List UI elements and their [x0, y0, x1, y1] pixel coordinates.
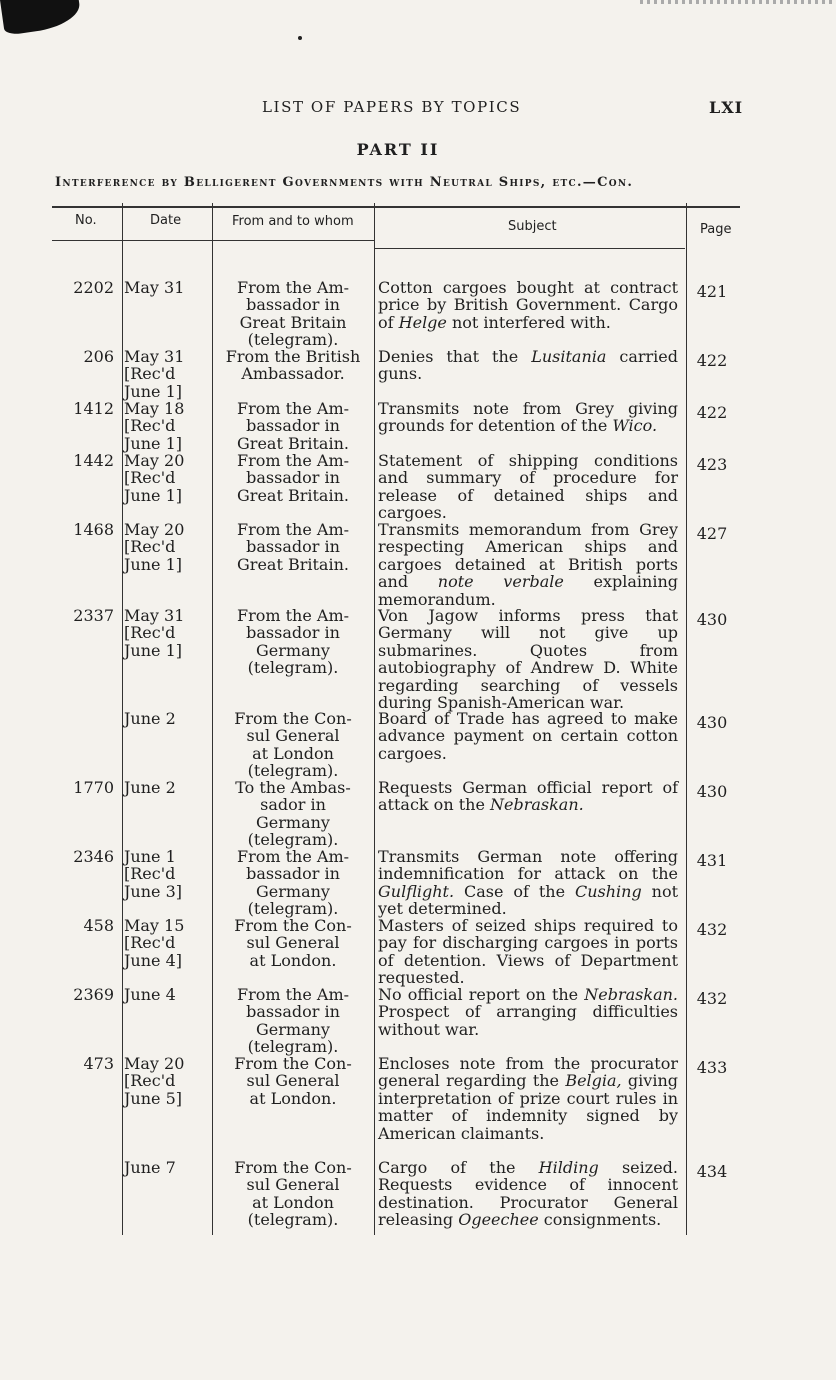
- doc-page: 430: [696, 713, 728, 732]
- doc-subject: Transmits German note offering indemnification for attack on the Gulflight. Case of the Cushing not yet determined.: [378, 847, 679, 919]
- running-head-title: LIST OF PAPERS BY TOPICS: [262, 98, 522, 116]
- doc-subject: Denies that the Lusitania carried guns.: [378, 347, 678, 384]
- scan-edge: [640, 0, 836, 4]
- doc-subject: Requests German official report of attack on the Nebraskan.: [378, 778, 678, 815]
- doc-subject: No official report on the Nebraskan. Prospect of arranging difficulties without war.: [378, 985, 678, 1039]
- doc-number: 2202: [73, 278, 114, 297]
- doc-page: 422: [696, 403, 728, 422]
- doc-from: To the Ambas- sador in Germany (telegram).: [235, 778, 351, 850]
- doc-subject: Masters of seized ships required to pay for discharging cargoes in ports of detention. Views of Department requested.: [378, 916, 678, 988]
- doc-page: 427: [696, 524, 728, 543]
- doc-from: From the Am- bassador in Great Britain.: [236, 451, 350, 505]
- doc-number: 2369: [73, 985, 114, 1004]
- doc-date: May 20 [Rec'd June 1]: [124, 451, 185, 505]
- doc-number: 1468: [73, 520, 114, 539]
- doc-date: May 20 [Rec'd June 1]: [124, 520, 185, 574]
- doc-page: 432: [696, 920, 728, 939]
- column-divider-3: [374, 203, 375, 1235]
- doc-page: 422: [696, 351, 728, 370]
- doc-from: From the Am- bassador in Great Britain.: [236, 399, 350, 453]
- col-header-subject: Subject: [508, 219, 557, 234]
- doc-number: 458: [83, 916, 114, 935]
- doc-date: May 20 [Rec'd June 5]: [124, 1054, 185, 1108]
- doc-number: 1412: [73, 399, 114, 418]
- doc-page: 421: [696, 282, 728, 301]
- doc-from: From the Am- bassador in Germany (telegram).: [236, 985, 350, 1057]
- doc-subject: Board of Trade has agreed to make advance payment on certain cotton cargoes.: [378, 709, 678, 763]
- doc-subject: Transmits note from Grey giving grounds for detention of the Wico.: [378, 399, 678, 436]
- col-header-page: Page: [700, 222, 732, 237]
- col-header-from: From and to whom: [232, 214, 354, 229]
- doc-page: 431: [696, 851, 728, 870]
- part-title: PART II: [356, 140, 440, 159]
- doc-date: May 31 [Rec'd June 1]: [124, 347, 185, 401]
- doc-date: June 1 [Rec'd June 3]: [124, 847, 182, 901]
- doc-date: May 15 [Rec'd June 4]: [124, 916, 185, 970]
- doc-page: 430: [696, 610, 728, 629]
- doc-from: From the Am- bassador in Great Britain (telegram).: [236, 278, 350, 350]
- doc-page: 434: [696, 1162, 728, 1181]
- doc-subject: Von Jagow informs press that Germany will not give up submarines. Quotes from autobiography of Andrew D. White regarding searching of vessels during Spanish-American war.: [378, 606, 678, 713]
- doc-number: 2346: [73, 847, 114, 866]
- section-heading: Interference by Belligerent Governments with Neutral Ships, etc.—Con.: [55, 175, 634, 190]
- doc-subject: Cargo of the Hilding seized. Requests evidence of innocent destination. Procurator General releasing Ogeechee consignments.: [378, 1158, 678, 1230]
- doc-subject: Cotton cargoes bought at contract price by British Government. Cargo of Helge not interfered with.: [378, 278, 678, 332]
- header-rule-left: [52, 240, 375, 241]
- doc-number: 1442: [73, 451, 114, 470]
- doc-page: 430: [696, 782, 728, 801]
- doc-from: From the Con- sul General at London.: [234, 916, 352, 970]
- doc-number: 206: [83, 347, 114, 366]
- doc-from: From the Con- sul General at London (telegram).: [234, 1158, 352, 1230]
- doc-page: 432: [696, 989, 728, 1008]
- doc-number: 473: [83, 1054, 114, 1073]
- header-rule-subject: [375, 248, 685, 249]
- doc-subject: Transmits memorandum from Grey respecting American ships and cargoes detained at British ports and note verbale explaining memorandum.: [378, 520, 679, 609]
- doc-subject: Encloses note from the procurator general regarding the Belgia, giving interpretation of prize court rules in matter of indemnity signed by American claimants.: [378, 1054, 678, 1143]
- col-header-date: Date: [150, 213, 182, 228]
- doc-page: 433: [696, 1058, 728, 1077]
- doc-date: May 31: [124, 278, 185, 297]
- doc-date: June 4: [124, 985, 176, 1004]
- col-header-no: No.: [75, 213, 97, 228]
- doc-date: June 2: [124, 709, 176, 728]
- doc-subject: Statement of shipping conditions and summary of procedure for release of detained ships and cargoes.: [378, 451, 678, 523]
- doc-from: From the British Ambassador.: [225, 347, 361, 384]
- doc-from: From the Con- sul General at London (telegram).: [234, 709, 352, 781]
- doc-from: From the Am- bassador in Germany (telegram).: [236, 606, 350, 678]
- doc-from: From the Am- bassador in Germany (telegram).: [236, 847, 350, 919]
- doc-from: From the Am- bassador in Great Britain.: [236, 520, 350, 574]
- doc-date: May 18 [Rec'd June 1]: [124, 399, 185, 453]
- page-number: LXI: [709, 98, 744, 117]
- running-head: [0, 96, 836, 120]
- doc-number: 1770: [73, 778, 114, 797]
- doc-from: From the Con- sul General at London.: [234, 1054, 352, 1108]
- doc-date: June 2: [124, 778, 176, 797]
- doc-date: June 7: [124, 1158, 176, 1177]
- ink-blot: [0, 0, 82, 36]
- doc-date: May 31 [Rec'd June 1]: [124, 606, 185, 660]
- column-divider-1: [122, 203, 123, 1235]
- table-top-rule: [52, 206, 740, 208]
- doc-number: 2337: [73, 606, 114, 625]
- doc-page: 423: [696, 455, 728, 474]
- speck: [298, 36, 302, 40]
